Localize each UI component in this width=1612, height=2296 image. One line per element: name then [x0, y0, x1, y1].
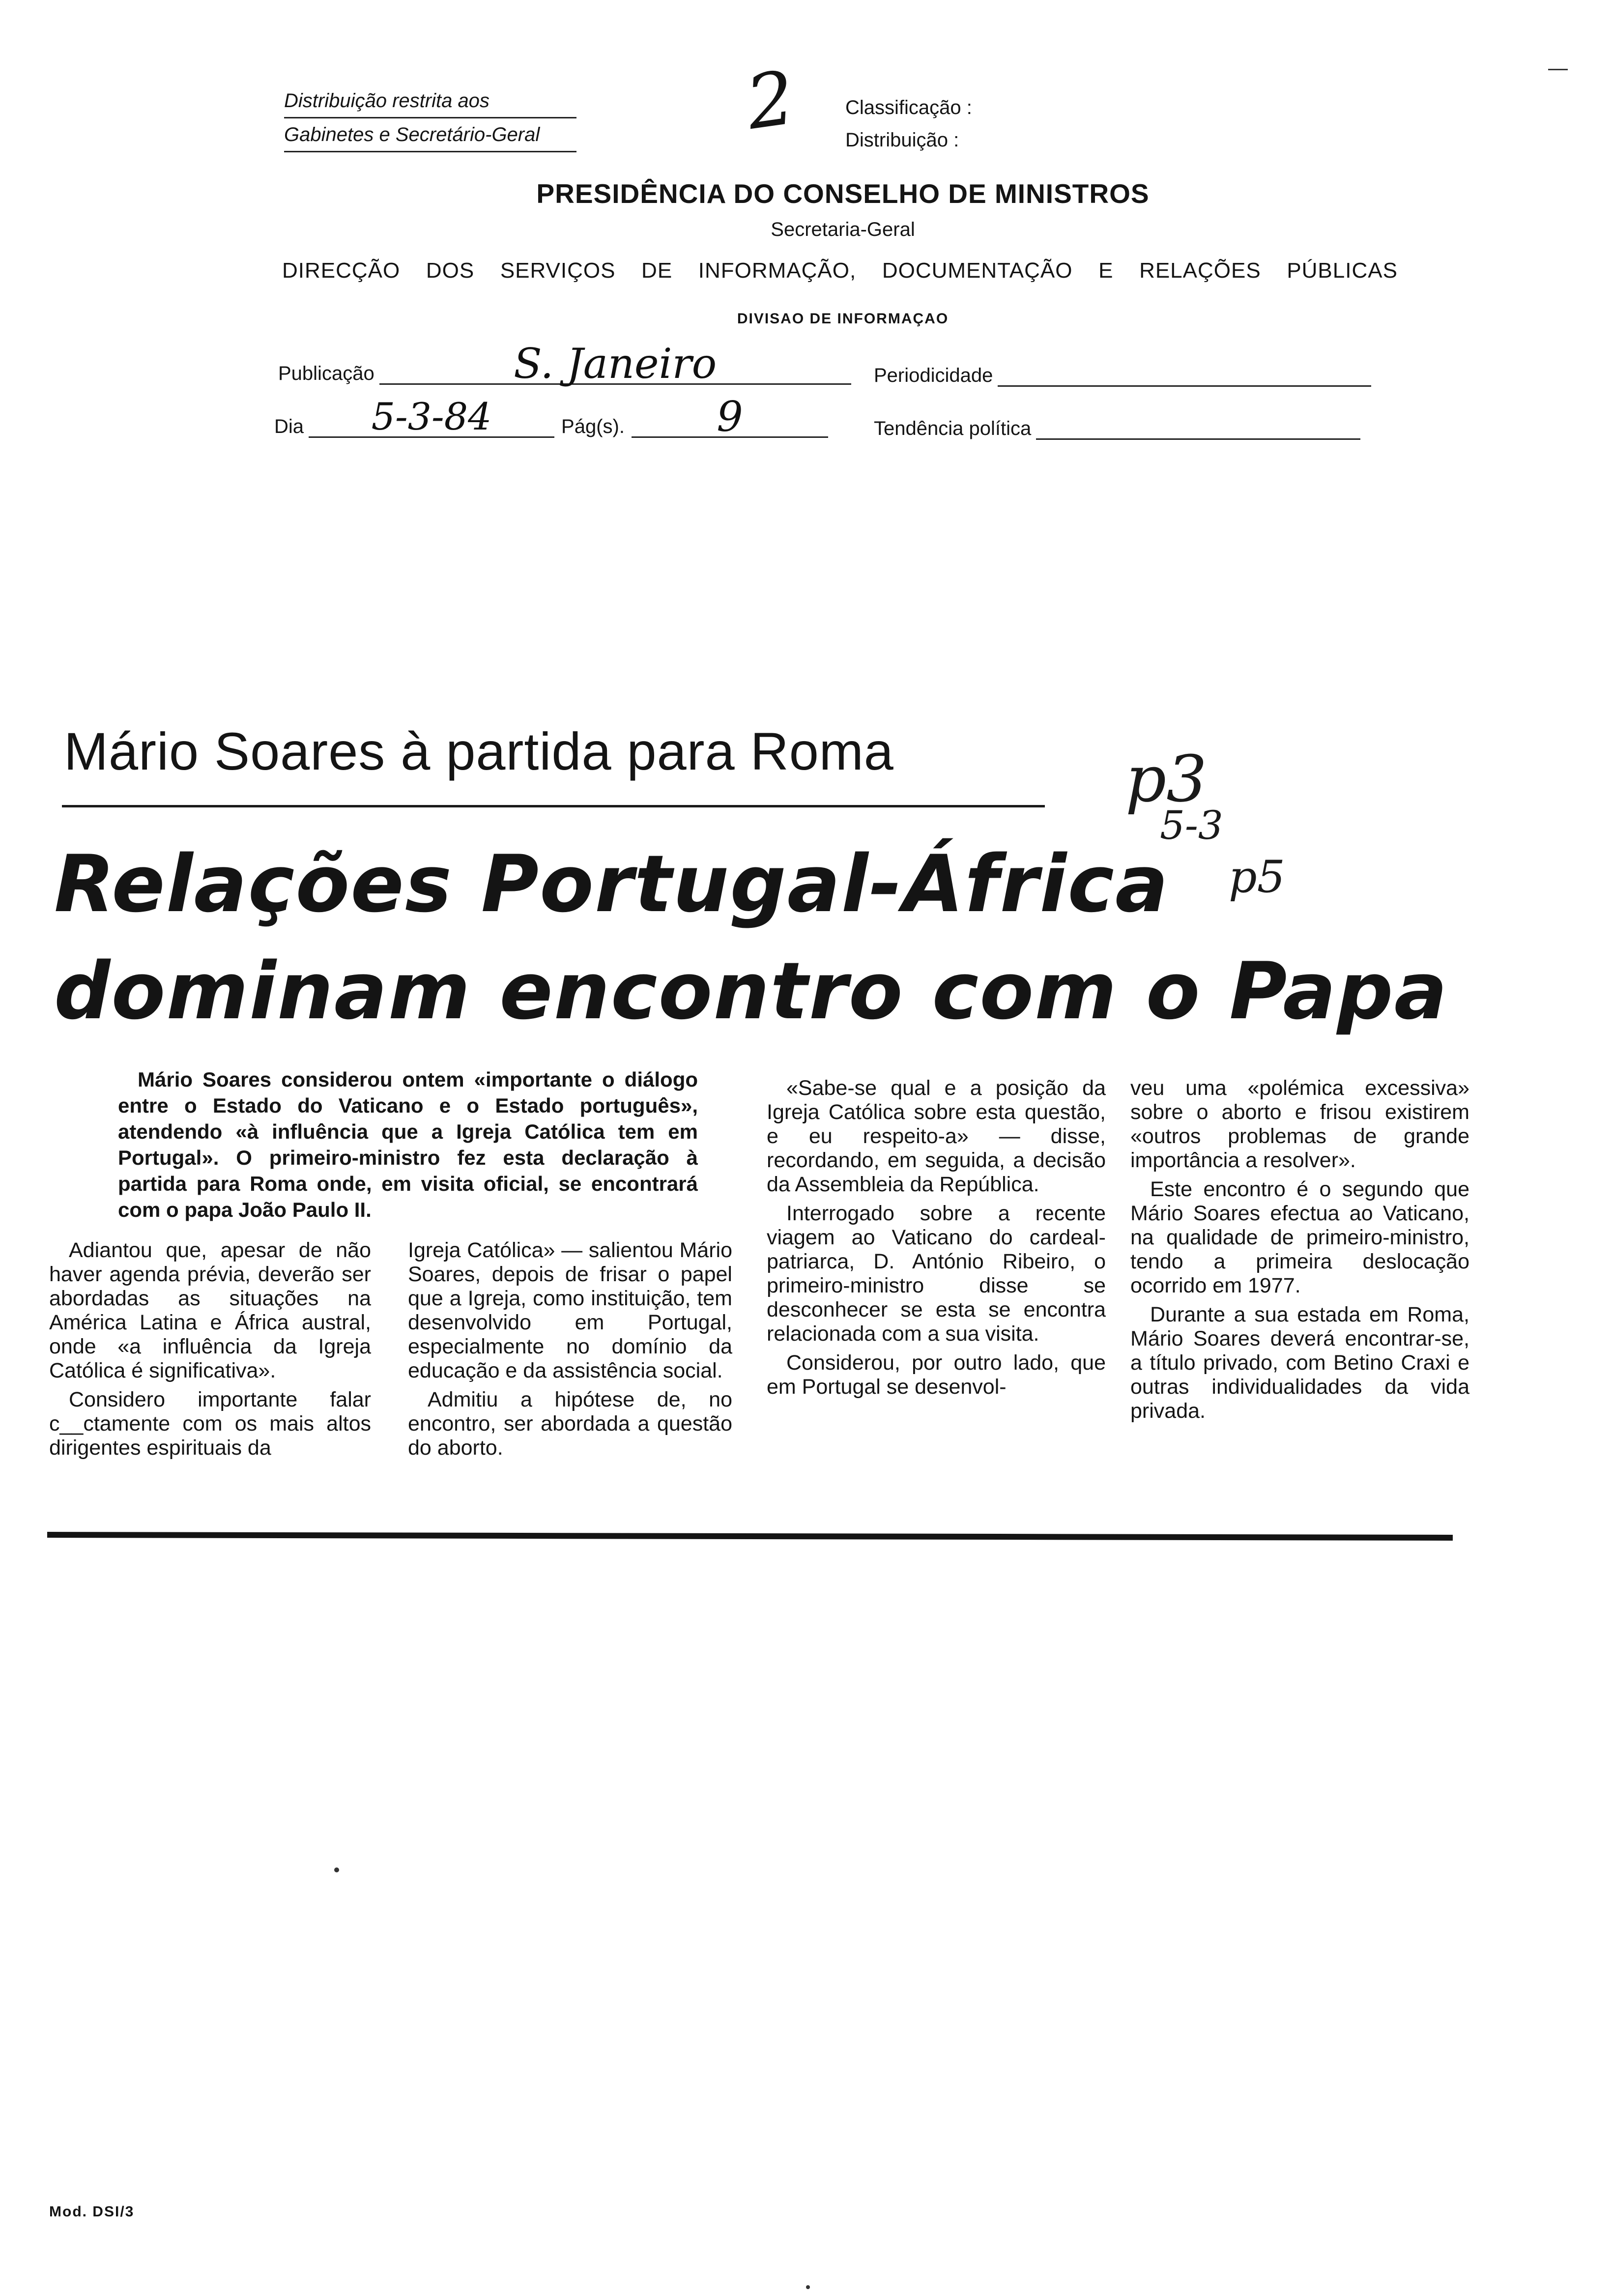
publicacao-row [278, 340, 851, 388]
dia-row [274, 393, 828, 441]
article-lead: Mário Soares considerou ontem «importante o diálogo entre o Estado do Vaticano e o Estado português», atendendo «à influência que a Igreja Católica tem em Portugal». O primeiro-ministro fez esta declaração à partida para Roma onde, em visita oficial, se encontrará com o papa João Paulo II. [118, 1068, 698, 1221]
pags-value: 9 [632, 397, 828, 438]
dia-label: Dia [274, 416, 304, 437]
paragraph: Este encontro é o segundo que Mário Soares efectua ao Vaticano, na qualidade de primeiro-ministro, tendo a primeira deslocação ocorrido em 1977. [1130, 1177, 1469, 1297]
direccao-word: DIRECÇÃO [282, 258, 401, 283]
periodicidade-blank [998, 365, 1371, 387]
paragraph: Admitiu a hipótese de, no encontro, ser abordada a questão do aborto. [408, 1388, 732, 1460]
direccao-word: INFORMAÇÃO, [698, 258, 857, 283]
direccao-word: DOS [426, 258, 475, 283]
restricted-line-2: Gabinetes e Secretário-Geral [284, 118, 576, 152]
paragraph: Interrogado sobre a recente viagem ao Vaticano do cardeal-patriarca, D. António Ribeiro, o primeiro-ministro disse se desconhecer se esta se encontra relacionada com a sua visita. [767, 1202, 1106, 1346]
article-column-1 [49, 1238, 371, 1465]
headline-line-2: dominam encontro com o Papa [54, 945, 1448, 1037]
pags-label: Pág(s). [561, 416, 625, 437]
direccao-word: PÚBLICAS [1287, 258, 1398, 283]
paragraph: Durante a sua estada em Roma, Mário Soares deverá encontrar-se, a título privado, com Betino Craxi e outras individualidades da vida privada. [1130, 1303, 1469, 1423]
direccao-word: E [1098, 258, 1114, 283]
classificacao-label: Classificação : [845, 97, 972, 118]
paragraph: Considerou, por outro lado, que em Portugal se desenvol- [767, 1351, 1106, 1399]
handwritten-note-1: p3 [1125, 742, 1207, 816]
article-bottom-rule [47, 1532, 1453, 1541]
handwritten-note-3: p5 [1229, 851, 1285, 903]
headline-line-1: Relações Portugal-África [54, 838, 1170, 930]
institution-title: PRESIDÊNCIA DO CONSELHO DE MINISTROS [536, 178, 1150, 209]
paragraph: Adiantou que, apesar de não haver agenda prévia, deverão ser abordadas as situações na América Latina e África austral, onde «a influência da Igreja Católica é significativa». [49, 1238, 371, 1382]
distribuicao-label: Distribuição : [845, 129, 959, 151]
scan-speck [334, 1867, 339, 1872]
publicacao-value: S. Janeiro [379, 344, 851, 385]
secretaria-label: Secretaria-Geral [771, 219, 915, 240]
handwritten-number: 2 [741, 55, 800, 146]
article-column-3 [767, 1076, 1106, 1404]
article-column-4 [1130, 1076, 1469, 1428]
handwritten-note-2: 5-3 [1160, 803, 1223, 848]
restricted-line-1: Distribuição restrita aos [284, 85, 576, 118]
classification-block [845, 91, 972, 156]
publicacao-label: Publicação [278, 363, 374, 384]
direccao-word: DOCUMENTAÇÃO [882, 258, 1073, 283]
paragraph: «Sabe-se qual e a posição da Igreja Católica sobre esta questão, e eu respeito-a» — disse, recordando, em seguida, a decisão da Assembleia da República. [767, 1076, 1106, 1196]
paragraph: Considero importante falar c__ctamente com os mais altos dirigentes espirituais da [49, 1388, 371, 1460]
tendencia-row [874, 418, 1360, 440]
tendencia-label: Tendência política [874, 418, 1032, 439]
kicker-underline [62, 805, 1045, 807]
periodicidade-label: Periodicidade [874, 365, 993, 386]
tendencia-blank [1036, 418, 1360, 440]
direccao-line [282, 258, 1398, 283]
direccao-word: DE [641, 258, 673, 283]
scan-speck [1548, 69, 1568, 70]
direccao-word: SERVIÇOS [500, 258, 616, 283]
direccao-word: RELAÇÕES [1139, 258, 1261, 283]
article-kicker: Mário Soares à partida para Roma [64, 721, 894, 781]
scan-speck [806, 2285, 810, 2289]
article-column-2 [408, 1238, 732, 1465]
paragraph: Igreja Católica» — salientou Mário Soares, depois de frisar o papel que a Igreja, como instituição, tem desenvolvido em Portugal, especialmente no domínio da educação e da assistência social. [408, 1238, 732, 1382]
divisao-label: DIVISAO DE INFORMAÇAO [737, 311, 949, 327]
dia-value: 5-3-84 [309, 397, 554, 438]
article-headline [54, 831, 1448, 1045]
distribution-note [284, 85, 576, 152]
form-model-code: Mod. DSI/3 [49, 2204, 135, 2220]
paragraph: veu uma «polémica excessiva» sobre o aborto e frisou existirem «outros problemas de grande importância a resolver». [1130, 1076, 1469, 1172]
periodicidade-row [874, 365, 1371, 387]
